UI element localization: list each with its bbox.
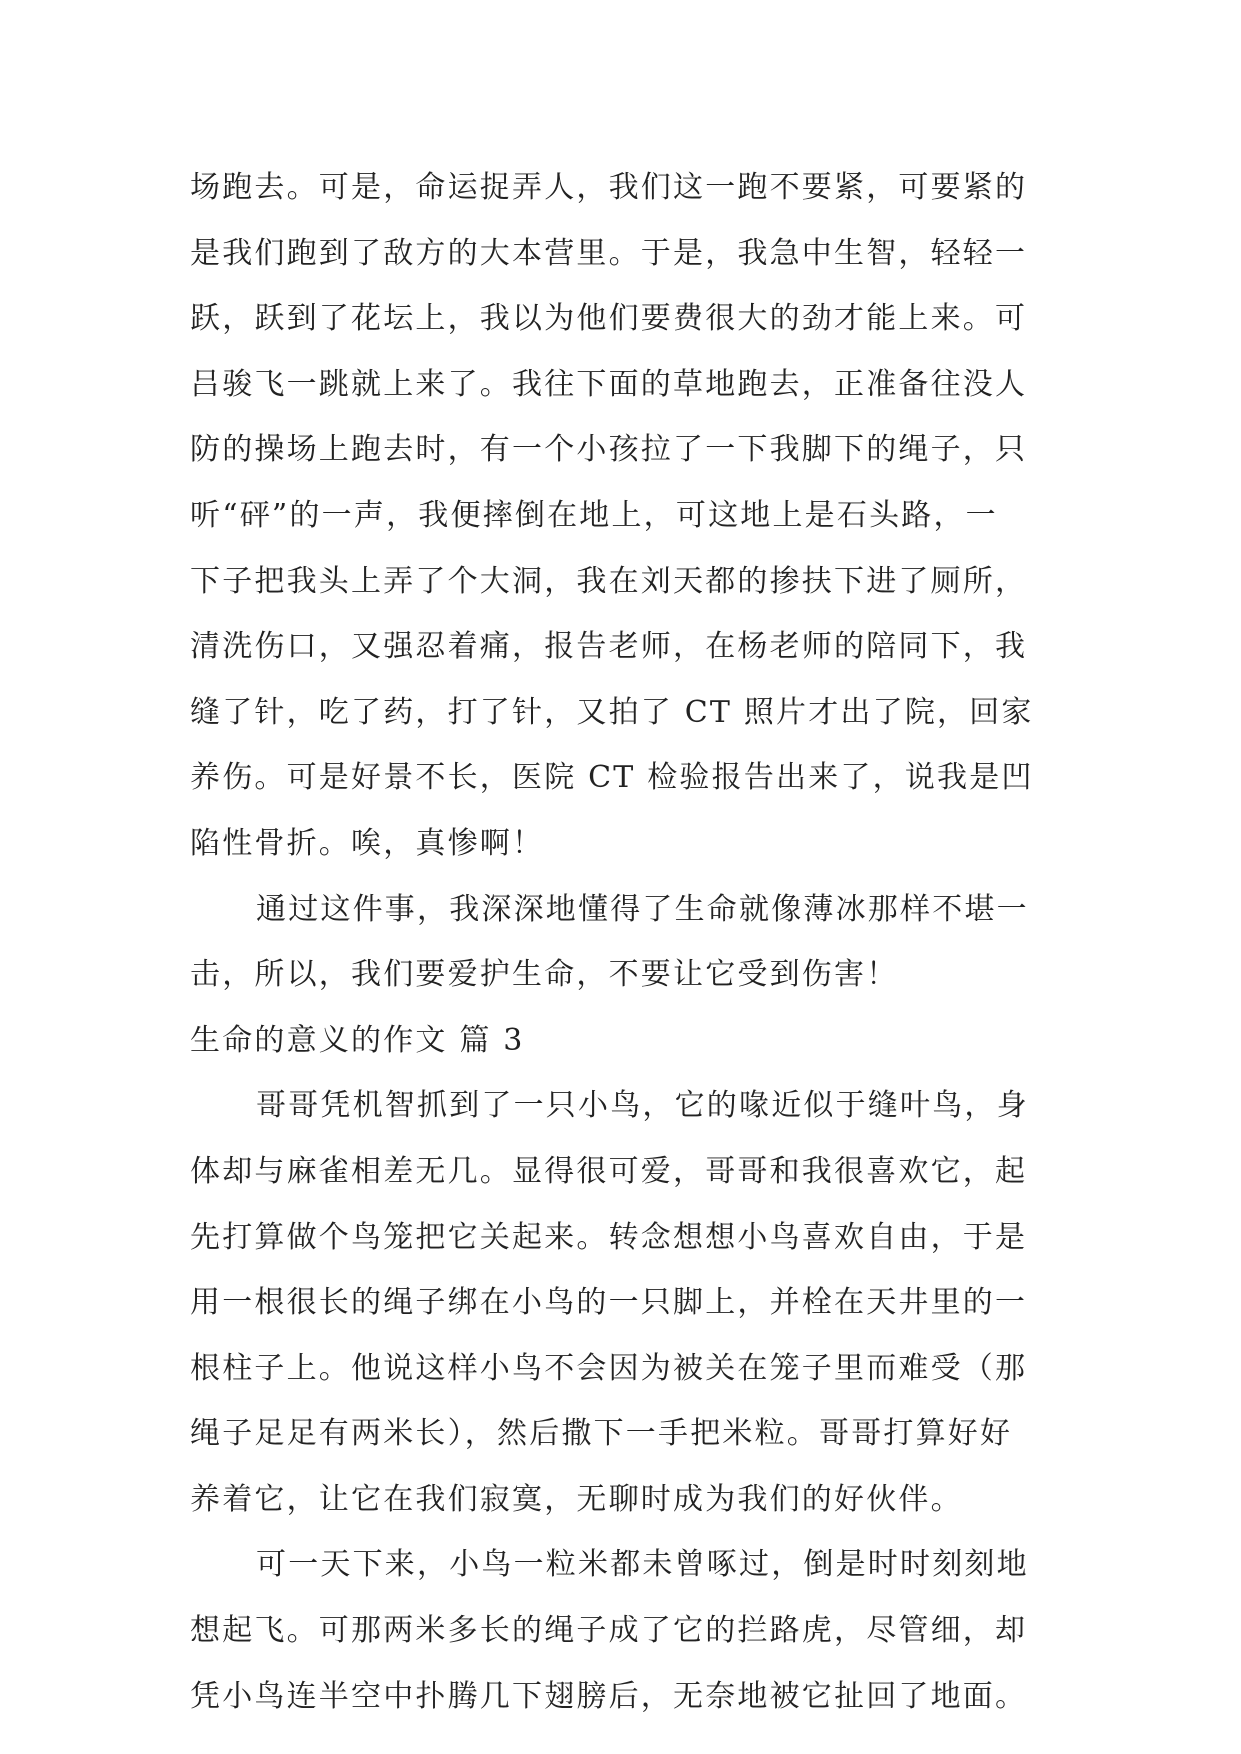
text-line: 是我们跑到了敌方的大本营里。于是，我急中生智，轻轻一 (190, 235, 1028, 271)
text-line: 击，所以，我们要爱护生命，不要让它受到伤害！ (190, 957, 899, 993)
paragraph-first-line: 通过这件事，我深深地懂得了生命就像薄冰那样不堪一 (256, 891, 1029, 927)
text-line: 下子把我头上弄了个大洞，我在刘天都的掺扶下进了厕所， (190, 563, 1028, 599)
text-line: 跃，跃到了花坛上，我以为他们要费很大的劲才能上来。可 (190, 301, 1028, 337)
paragraph-first-line: 可一天下来，小鸟一粒米都未曾啄过，倒是时时刻刻地 (256, 1547, 1029, 1583)
text-line: 吕骏飞一跳就上来了。我往下面的草地跑去，正准备往没人 (190, 366, 1028, 402)
document-body (190, 155, 1080, 1729)
text-line: 养伤。可是好景不长，医院 CT 检验报告出来了，说我是凹 (190, 760, 1034, 796)
text-line: 缝了针，吃了药，打了针，又拍了 CT 照片才出了院，回家 (190, 694, 1034, 730)
text-line: 清洗伤口，又强忍着痛，报告老师，在杨老师的陪同下，我 (190, 629, 1028, 665)
section-heading: 生命的意义的作文 篇 3 (190, 1022, 525, 1058)
text-line: 先打算做个鸟笼把它关起来。转念想想小鸟喜欢自由，于是 (190, 1219, 1028, 1255)
text-line: 防的操场上跑去时，有一个小孩拉了一下我脚下的绳子，只 (190, 432, 1028, 468)
text-line: 根柱子上。他说这样小鸟不会因为被关在笼子里而难受（那 (190, 1350, 1028, 1386)
paragraph-first-line: 哥哥凭机智抓到了一只小鸟，它的喙近似于缝叶鸟，身 (256, 1088, 1029, 1124)
text-line: 陷性骨折。唉，真惨啊！ (190, 825, 545, 861)
text-line: 养着它，让它在我们寂寞，无聊时成为我们的好伙伴。 (190, 1481, 963, 1517)
text-line: 想起飞。可那两米多长的绳子成了它的拦路虎，尽管细，却 (190, 1613, 1028, 1649)
text-line: 凭小鸟连半空中扑腾几下翅膀后，无奈地被它扯回了地面。 (190, 1678, 1028, 1714)
text-line: 场跑去。可是，命运捉弄人，我们这一跑不要紧，可要紧的 (190, 170, 1028, 205)
text-line: 用一根很长的绳子绑在小鸟的一只脚上，并栓在天井里的一 (190, 1285, 1028, 1321)
text-line: 体却与麻雀相差无几。显得很可爱，哥哥和我很喜欢它，起 (190, 1153, 1028, 1189)
text-line: 绳子足足有两米长），然后撒下一手把米粒。哥哥打算好好 (190, 1416, 1013, 1452)
text-line: 听“砰”的一声，我便摔倒在地上，可这地上是石头路，一 (190, 497, 998, 533)
